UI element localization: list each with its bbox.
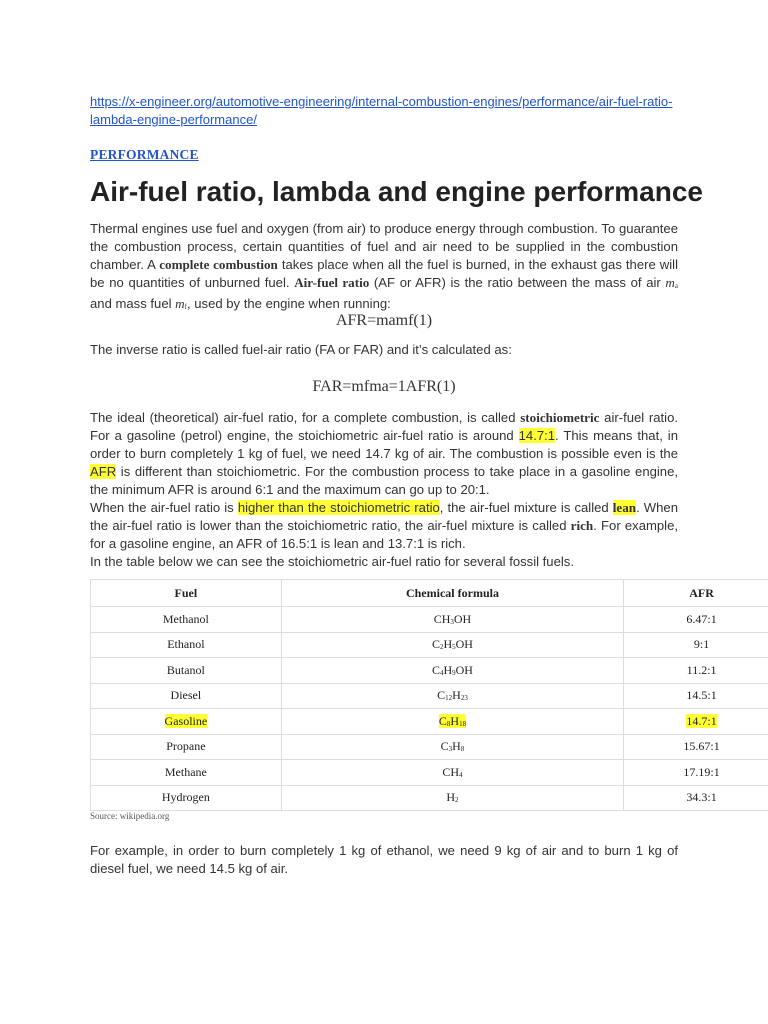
cell-chemical-formula: H2 [281, 785, 623, 811]
cell-fuel: Methane [91, 760, 282, 786]
complete-combustion-term: complete combustion [159, 257, 278, 272]
table-row [91, 785, 768, 811]
column-header-formula: Chemical formula [281, 580, 623, 607]
mass-air-symbol: ma [665, 275, 678, 290]
table-row [91, 709, 768, 735]
cell-fuel: Propane [91, 734, 282, 760]
far-formula: FAR=mfma=1AFR(1) [312, 378, 456, 395]
source-url-link[interactable]: https://x-engineer.org/automotive-engineering/internal-combustion-engines/performance/air-fuel-ratio-lambda-engine-performance/ [90, 94, 673, 127]
stoichiometric-term: stoichiometric [520, 410, 600, 425]
cell-chemical-formula: C3H8 [281, 734, 623, 760]
cell-fuel: Diesel [91, 683, 282, 709]
cell-fuel: Gasoline [91, 709, 282, 735]
table-row [91, 734, 768, 760]
cell-afr: 34.3:1 [624, 785, 768, 811]
highlight-14-7: 14.7:1 [518, 428, 556, 443]
lean-term: lean [612, 500, 637, 515]
cell-chemical-formula: C4H9OH [281, 658, 623, 684]
cell-afr: 15.67:1 [624, 734, 768, 760]
table-row [91, 658, 768, 684]
cell-fuel: Hydrogen [91, 785, 282, 811]
table-row [91, 632, 768, 658]
page-title: Air-fuel ratio, lambda and engine performance [90, 176, 704, 207]
highlight-afr: AFR [90, 464, 117, 479]
cell-fuel: Butanol [91, 658, 282, 684]
air-fuel-ratio-term: Air-fuel ratio [294, 275, 370, 290]
cell-afr: 11.2:1 [624, 658, 768, 684]
highlight-higher-ratio: higher than the stoichiometric ratio [237, 500, 440, 515]
cell-chemical-formula: CH3OH [281, 607, 623, 633]
cell-chemical-formula: CH4 [281, 760, 623, 786]
inverse-ratio-paragraph: The inverse ratio is called fuel-air ratio (FA or FAR) and it’s calculated as: [90, 342, 512, 357]
cell-afr: 14.7:1 [624, 709, 768, 735]
table-row [91, 607, 768, 633]
cell-chemical-formula: C8H18 [281, 709, 623, 735]
cell-fuel: Methanol [91, 607, 282, 633]
intro-paragraph: Thermal engines use fuel and oxygen (from air) to produce energy through combustion. To guarantee the combustion process, certain quantities of fuel and air need to be supplied in the combustion chamber. A complete combustion takes place when all the fuel is burned, in the exhaust gas there will be no quantities of unburned fuel. Air-fuel ratio (AF or AFR) is the ratio between the mass of air ma and mass fuel mf, used by the engine when running: [90, 221, 678, 311]
table-source-note: Source: wikipedia.org [90, 811, 170, 821]
category-link[interactable]: PERFORMANCE [90, 147, 199, 162]
cell-afr: 17.19:1 [624, 760, 768, 786]
stoichiometric-paragraph: The ideal (theoretical) air-fuel ratio, for a complete combustion, is called stoichiometric air-fuel ratio. For a gasoline (petrol) engine, the stoichiometric air-fuel ratio is around 14.7:1. This means that, in order to burn completely 1 kg of fuel, we need 14.7 kg of air. The combustion is possible even is the AFR is different than stoichiometric. For the combustion process to take place in a gasoline engine, the minimum AFR is around 6:1 and the maximum can go up to 20:1. When the air-fuel ratio is higher than the stoichiometric ratio, the air-fuel mixture is called lean. When the air-fuel ratio is lower than the stoichiometric ratio, the air-fuel mixture is called rich. For example, for a gasoline engine, an AFR of 16.5:1 is lean and 13.7:1 is rich. In the table below we can see the stoichiometric air-fuel ratio for several fossil fuels. [90, 410, 678, 569]
cell-afr: 9:1 [624, 632, 768, 658]
mass-fuel-symbol: mf [175, 296, 187, 311]
table-header-row [91, 580, 768, 607]
cell-afr: 6.47:1 [624, 607, 768, 633]
example-paragraph: For example, in order to burn completely 1 kg of ethanol, we need 9 kg of air and to burn 1 kg of diesel fuel, we need 14.5 kg of air. [90, 843, 678, 876]
fuel-afr-table [90, 579, 768, 811]
table-row [91, 760, 768, 786]
cell-chemical-formula: C2H5OH [281, 632, 623, 658]
table-row [91, 683, 768, 709]
cell-chemical-formula: C12H23 [281, 683, 623, 709]
column-header-afr: AFR [624, 580, 768, 607]
cell-afr: 14.5:1 [624, 683, 768, 709]
afr-formula: AFR=mamf(1) [335, 312, 433, 329]
rich-term: rich [570, 518, 594, 533]
column-header-fuel: Fuel [91, 580, 282, 607]
cell-fuel: Ethanol [91, 632, 282, 658]
